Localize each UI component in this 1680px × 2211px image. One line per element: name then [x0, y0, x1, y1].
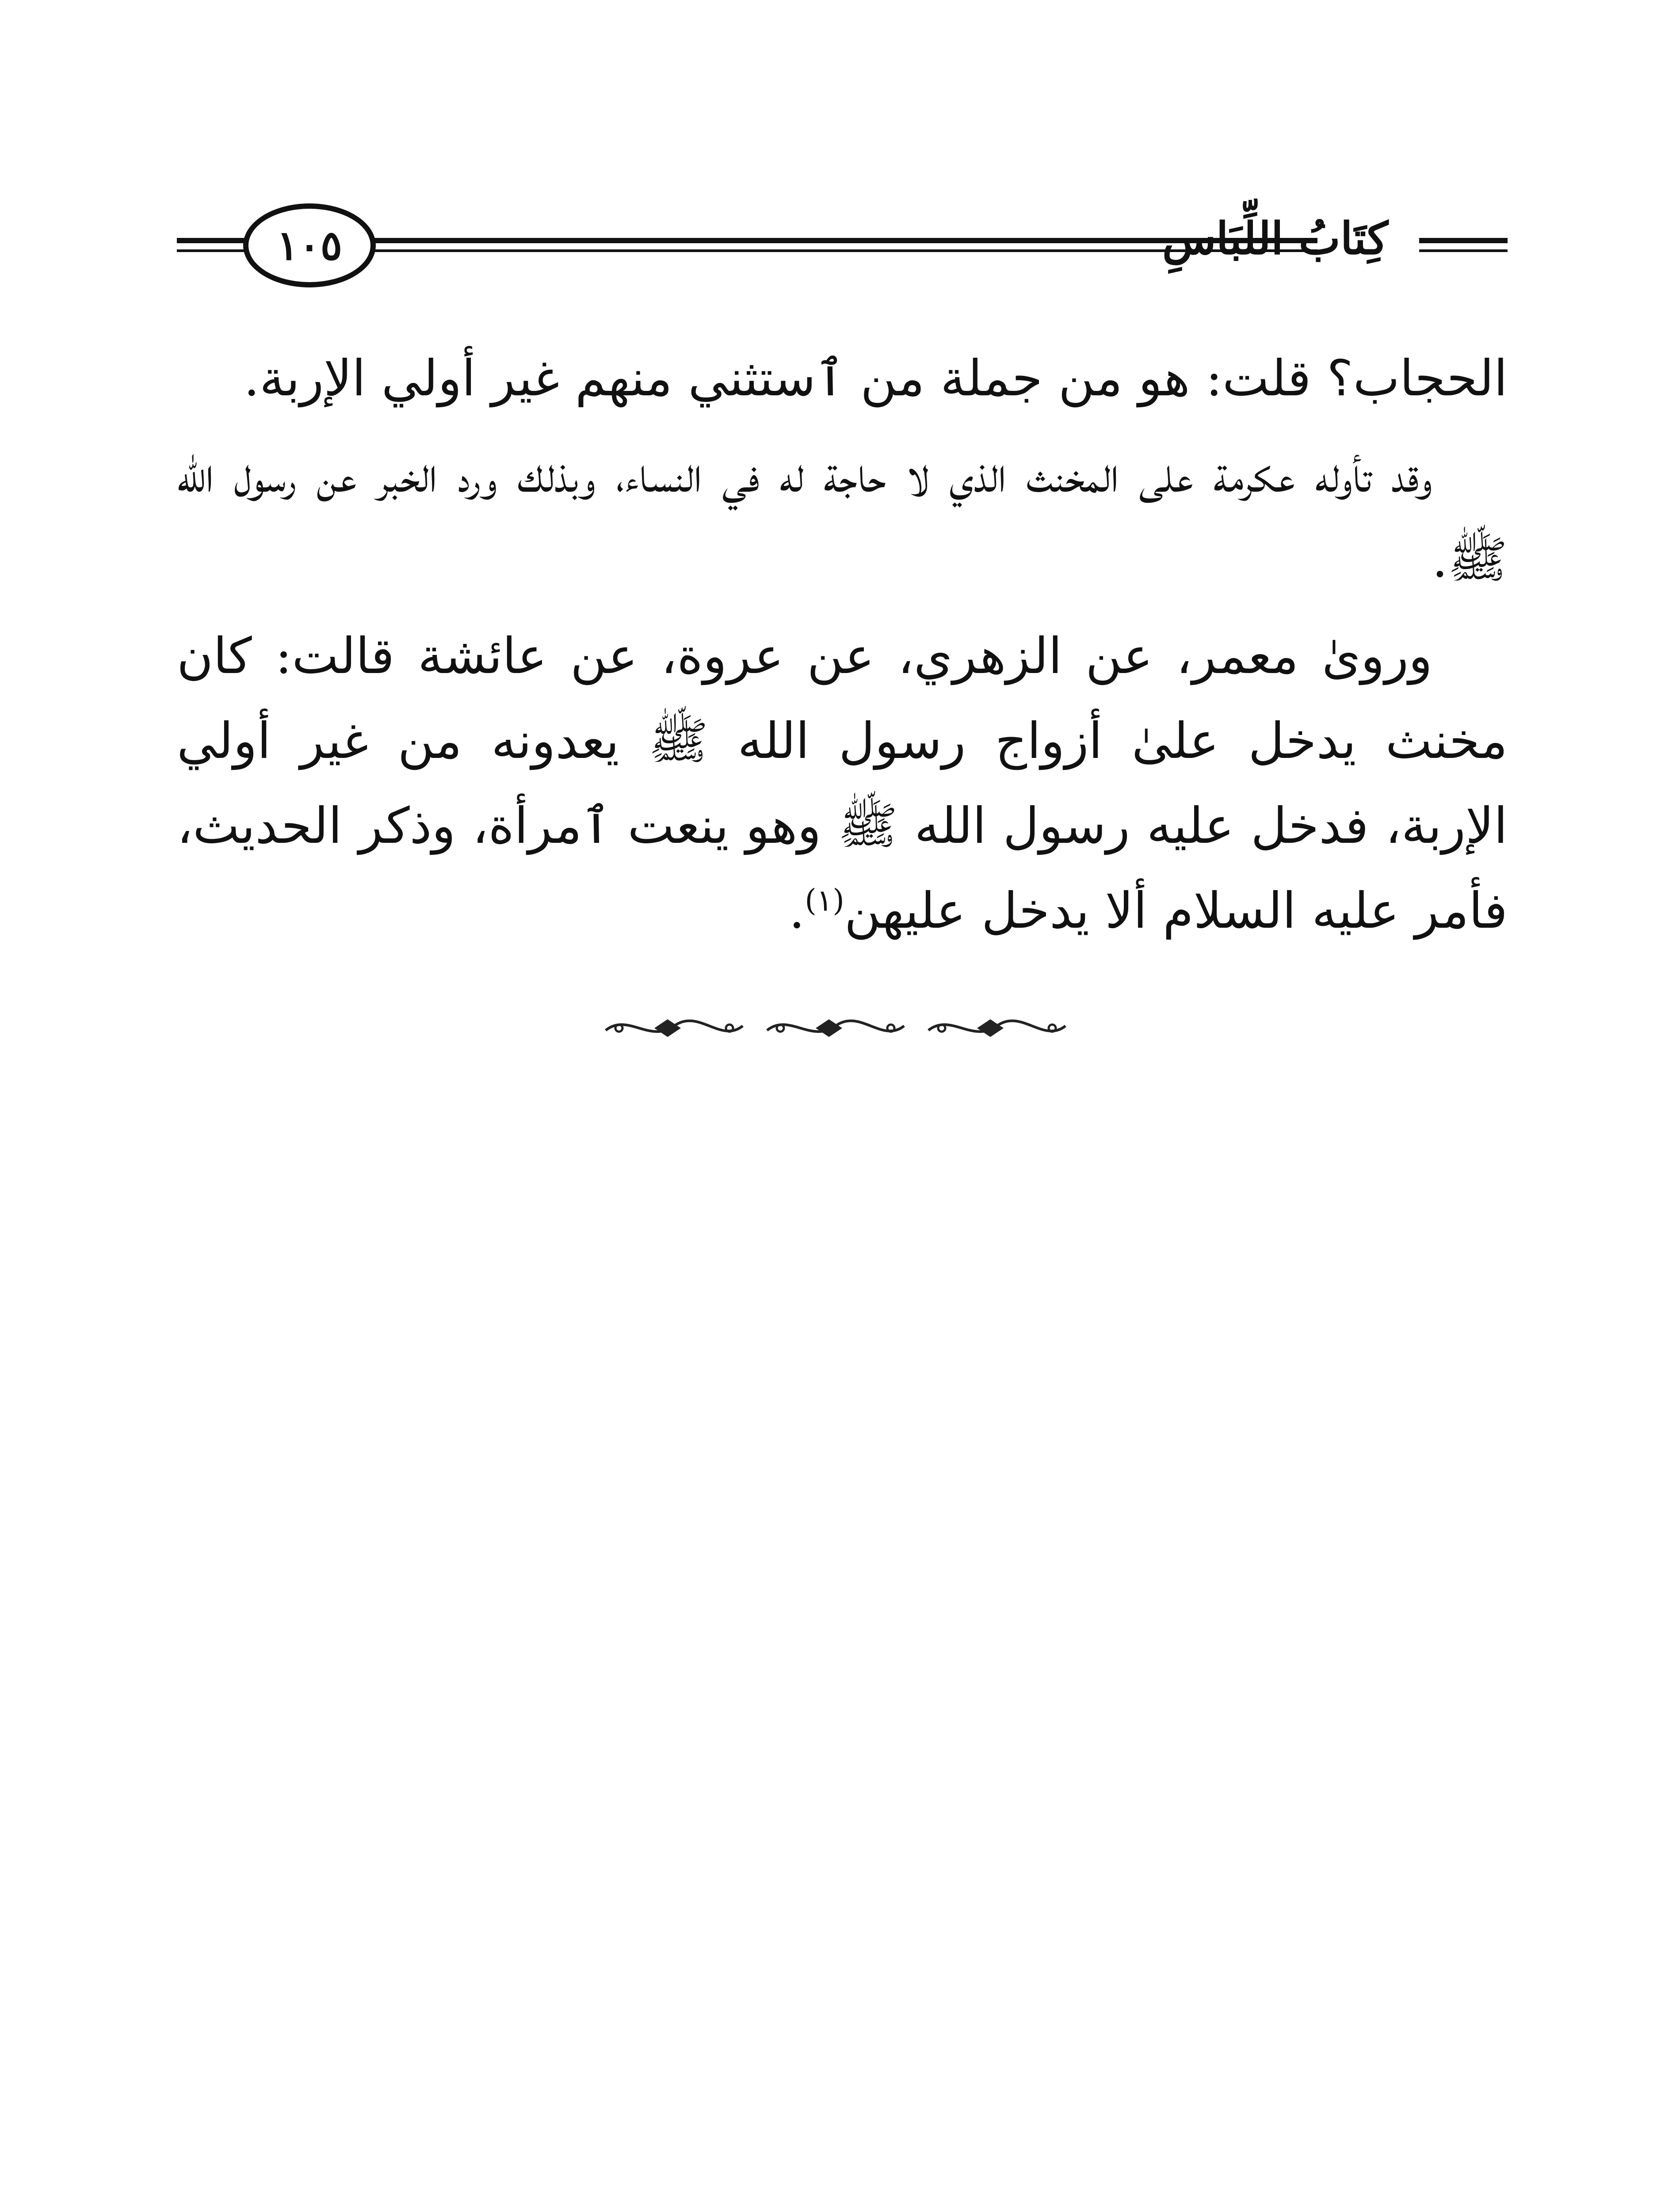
ornament-flourish-icon [763, 1008, 909, 1048]
paragraph-3 [177, 614, 1508, 953]
main-text [177, 336, 1508, 965]
paragraph-2: وقد تأوله عكرمة على المخنث الذي لا حاجة له في النساء، وبذلك ورد الخبر عن رسول الله ﷺ. [177, 446, 1508, 589]
paragraph-1: الحجاب؟ قلت: هو من جملة من ٱستثني منهم غير أولي الإربة. [244, 350, 1508, 407]
section-end-ornament [601, 1008, 1070, 1048]
ornament-flourish-icon [601, 1008, 747, 1048]
ornament-flourish-icon [924, 1008, 1070, 1048]
page-header [177, 203, 1508, 301]
book-title: كِتَابُ اللِّبَاسِ [1162, 212, 1388, 264]
header-rule-right [1419, 238, 1508, 243]
header-rule-left-thin [177, 249, 248, 252]
header-rule-left [177, 238, 248, 243]
footnote-reference[interactable]: (١) [805, 883, 844, 918]
page-number-badge [243, 203, 376, 287]
paragraph-3-text: وروىٰ معمر، عن الزهري، عن عروة، عن عائشة قالت: كان مخنث يدخل علىٰ أزواج رسول الله ﷺ يعدونه من غير أولي الإربة، فدخل عليه رسول الله ﷺ وهو ينعت ٱمرأة، وذكر الحديث، فأمر عليه السلام ألا يدخل عليهن [177, 627, 1508, 940]
paragraph-3-end: . [789, 882, 805, 940]
page-number: ١٠٥ [276, 222, 343, 269]
header-rule-right-thin [1419, 249, 1508, 252]
